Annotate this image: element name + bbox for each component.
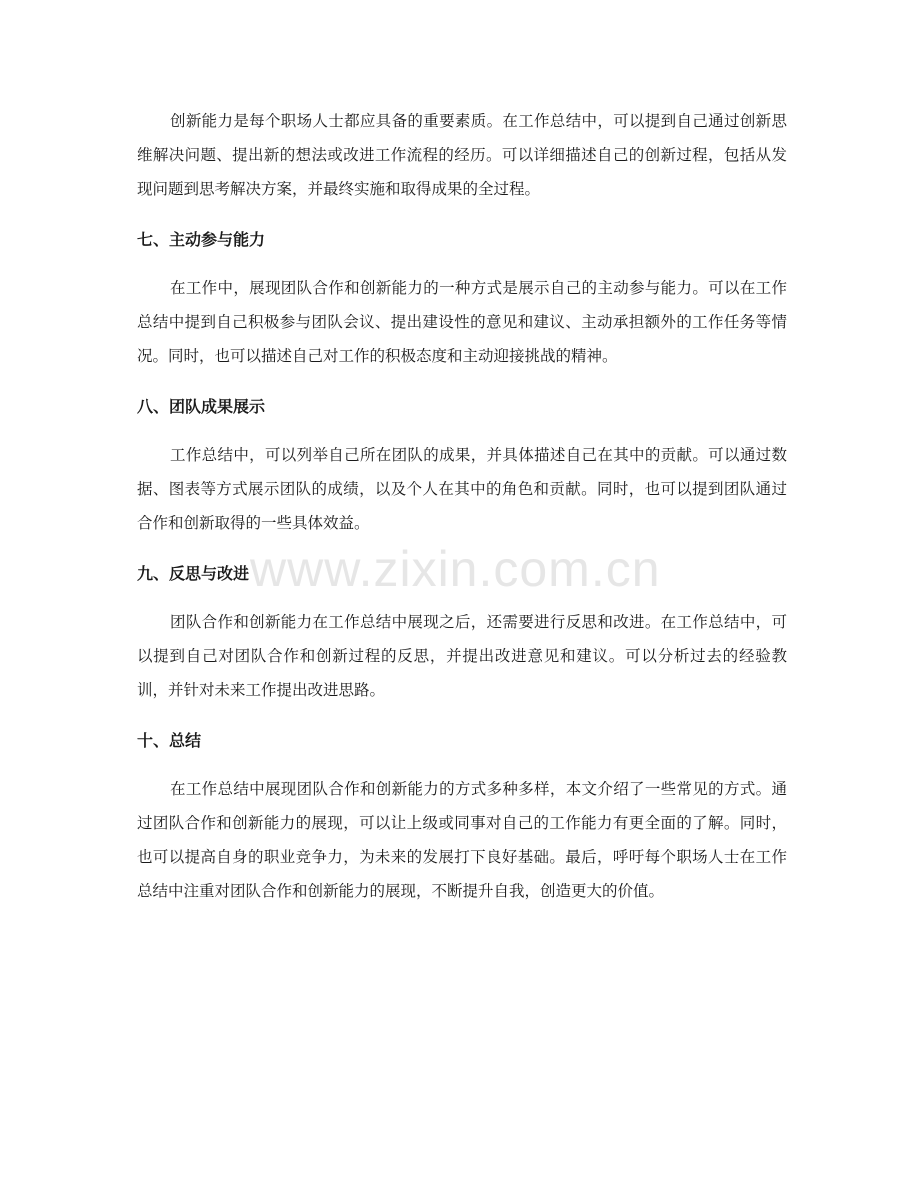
document-body	[137, 104, 787, 908]
paragraph-section-7: 在工作中，展现团队合作和创新能力的一种方式是展示自己的主动参与能力。可以在工作总结中提到自己积极参与团队会议、提出建设性的意见和建议、主动承担额外的工作任务等情况。同时，也可以描述自己对工作的积极态度和主动迎接挑战的精神。	[137, 279, 787, 365]
heading-section-10: 十、总结	[137, 731, 202, 750]
paragraph-section-10: 在工作总结中展现团队合作和创新能力的方式多种多样，本文介绍了一些常见的方式。通过团队合作和创新能力的展现，可以让上级或同事对自己的工作能力有更全面的了解。同时，也可以提高自身的职业竞争力，为未来的发展打下良好基础。最后，呼吁每个职场人士在工作总结中注重对团队合作和创新能力的展现，不断提升自我，创造更大的价值。	[137, 780, 787, 900]
paragraph-section-9: 团队合作和创新能力在工作总结中展现之后，还需要进行反思和改进。在工作总结中，可以提到自己对团队合作和创新过程的反思，并提出改进意见和建议。可以分析过去的经验教训，并针对未来工作提出改进思路。	[137, 613, 787, 699]
paragraph-innovation: 创新能力是每个职场人士都应具备的重要素质。在工作总结中，可以提到自己通过创新思维解决问题、提出新的想法或改进工作流程的经历。可以详细描述自己的创新过程，包括从发现问题到思考解决方案，并最终实施和取得成果的全过程。	[137, 112, 787, 198]
heading-section-7: 七、主动参与能力	[137, 230, 266, 249]
watermark-text: www.zixin.com.cn	[250, 541, 661, 597]
paragraph-section-8: 工作总结中，可以列举自己所在团队的成果，并具体描述自己在其中的贡献。可以通过数据、图表等方式展示团队的成绩，以及个人在其中的角色和贡献。同时，也可以提到团队通过合作和创新取得的一些具体效益。	[137, 446, 787, 532]
heading-section-9: 九、反思与改进	[137, 564, 250, 583]
heading-section-8: 八、团队成果展示	[137, 397, 266, 416]
